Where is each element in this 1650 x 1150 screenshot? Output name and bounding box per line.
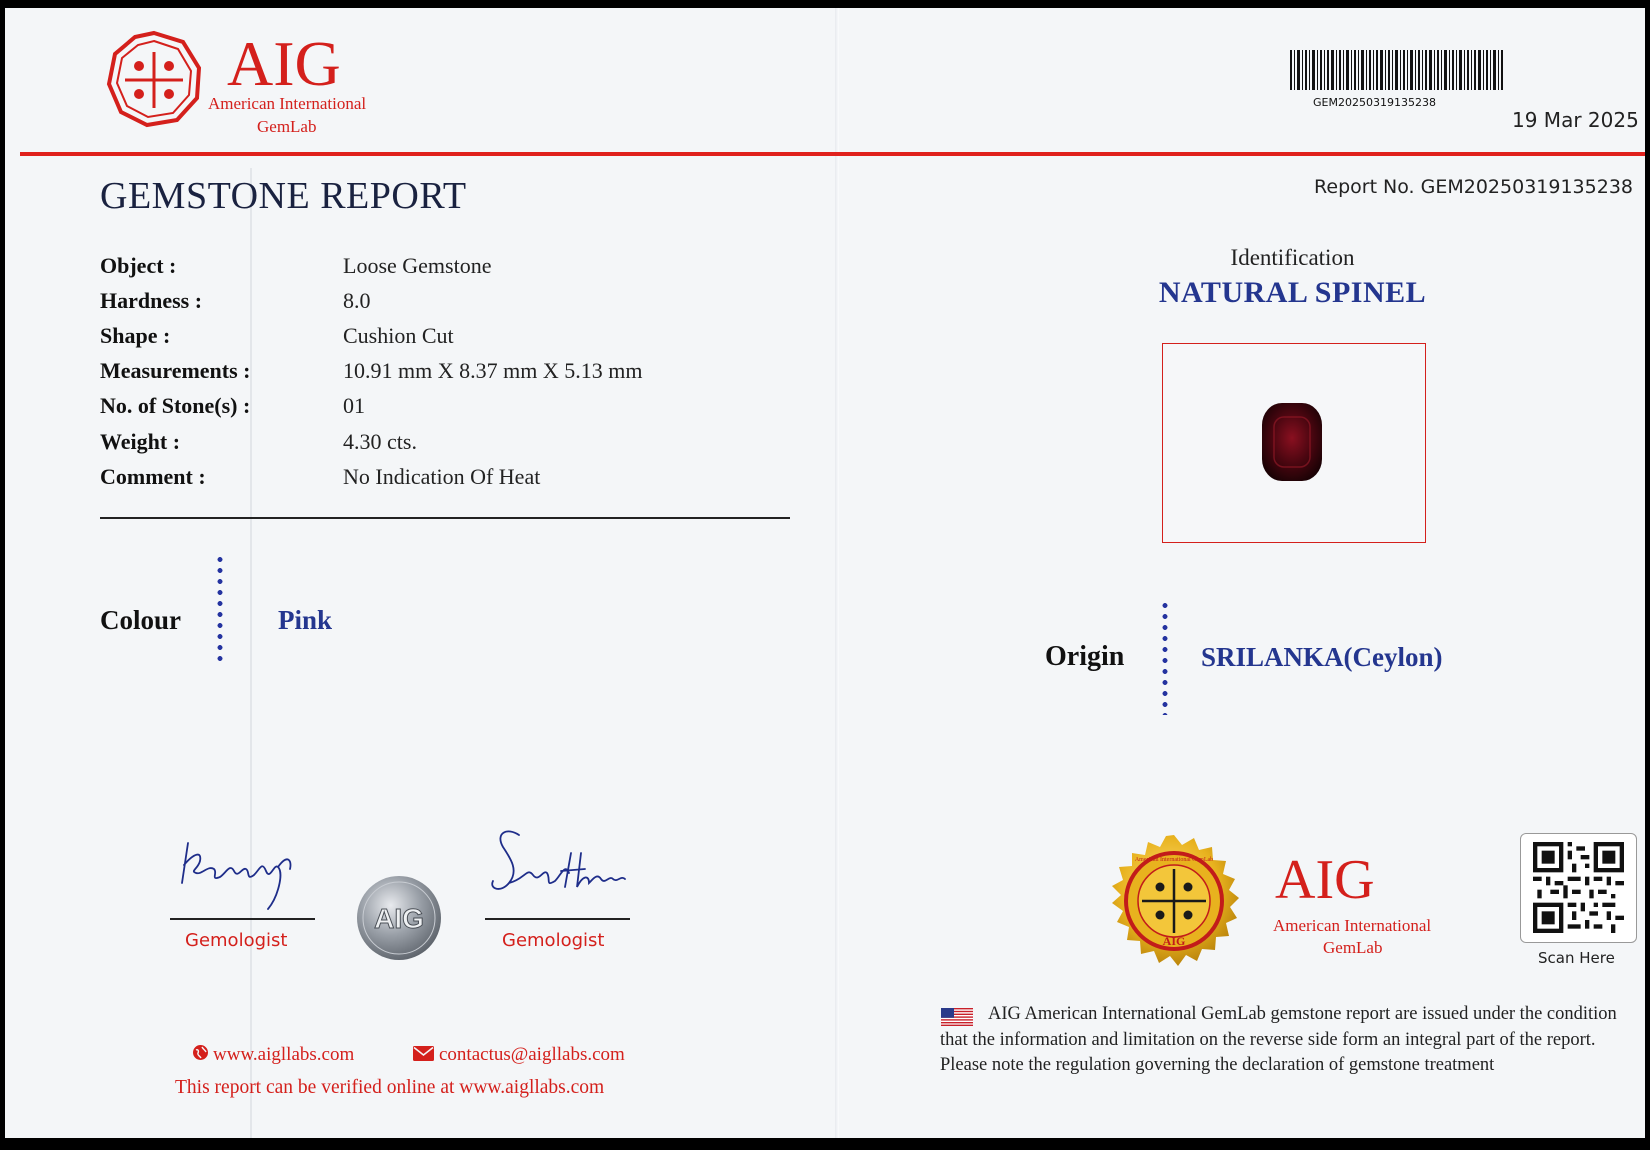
page-crease — [250, 168, 252, 1138]
aig-hologram — [355, 874, 443, 962]
disclaimer-text: AIG American International GemLab gemstone report are issued under the condition that the information and limitation on the reverse side form an integral part of the report. Please note the regulation governing the declaration of gemstone treatment — [940, 1004, 1617, 1075]
comment-value: No Indication Of Heat — [343, 464, 541, 489]
email-link[interactable]: contactus@aigllabs.com — [439, 1044, 625, 1065]
object-value: Loose Gemstone — [343, 253, 492, 278]
gemologist-title-1: Gemologist — [185, 930, 288, 951]
origin-value: SRILANKA(Ceylon) — [1201, 642, 1443, 672]
aig-gold-seal — [1102, 833, 1246, 977]
stones-label: No. of Stone(s) : — [100, 393, 251, 418]
report-date: 19 Mar 2025 — [1512, 108, 1639, 132]
signature-sam-henon — [485, 823, 630, 918]
hardness-value: 8.0 — [343, 288, 371, 313]
origin-label: Origin — [1045, 641, 1125, 672]
measurements-value: 10.91 mm X 8.37 mm X 5.13 mm — [343, 358, 643, 383]
footer-logo-line1: American International — [1273, 916, 1432, 935]
aig-emblem-icon — [105, 30, 203, 128]
shape-label: Shape : — [100, 323, 171, 348]
seal-text: AIG — [1162, 934, 1186, 948]
footer-logo-line2: GemLab — [1323, 938, 1383, 957]
qr-label: Scan Here — [1538, 949, 1615, 967]
logo-line1: American International — [208, 94, 367, 113]
hardness-label: Hardness : — [100, 288, 203, 313]
footer-logo-aig-text: AIG — [1275, 849, 1375, 911]
colour-value: Pink — [278, 605, 333, 635]
barcode-number: GEM20250319135238 — [1313, 96, 1436, 109]
gemstone-image — [1260, 401, 1324, 483]
website-link[interactable]: www.aigllabs.com — [213, 1044, 355, 1065]
barcode — [1290, 50, 1505, 98]
qr-frame — [1520, 833, 1637, 943]
report-title: GEMSTONE REPORT — [100, 175, 467, 217]
report-number: Report No. GEM20250319135238 — [1314, 176, 1633, 198]
report-page — [5, 8, 1645, 1138]
hologram-text: AIG — [374, 903, 424, 934]
colour-dotted-separator — [217, 554, 223, 666]
identification-heading: Identification — [1230, 245, 1355, 270]
object-label: Object : — [100, 253, 177, 278]
origin-dotted-separator — [1162, 600, 1168, 715]
colour-label: Colour — [100, 605, 181, 635]
weight-label: Weight : — [100, 429, 181, 454]
gemologist-title-2: Gemologist — [502, 930, 605, 951]
shape-value: Cushion Cut — [343, 323, 454, 348]
gemstone-photo-frame — [1162, 343, 1426, 543]
details-divider — [100, 517, 790, 519]
signature-line-1 — [170, 918, 315, 920]
weight-value: 4.30 cts. — [343, 429, 417, 454]
mail-icon — [413, 1046, 434, 1061]
header-divider — [20, 152, 1645, 156]
qr-code[interactable] — [1533, 842, 1624, 933]
comment-label: Comment : — [100, 464, 206, 489]
signature-line-2 — [485, 918, 630, 920]
verify-note: This report can be verified online at www.aigllabs.com — [175, 1077, 605, 1098]
logo-aig-text: AIG — [227, 28, 341, 99]
stones-value: 01 — [343, 393, 365, 418]
signature-kenmary — [180, 823, 315, 913]
globe-icon — [192, 1044, 209, 1061]
identification-value: NATURAL SPINEL — [1158, 276, 1427, 309]
logo-line2: GemLab — [257, 117, 317, 136]
measurements-label: Measurements : — [100, 358, 251, 383]
page-fold — [835, 8, 839, 1138]
seal-ring-text: American International GemLab — [1134, 857, 1214, 863]
